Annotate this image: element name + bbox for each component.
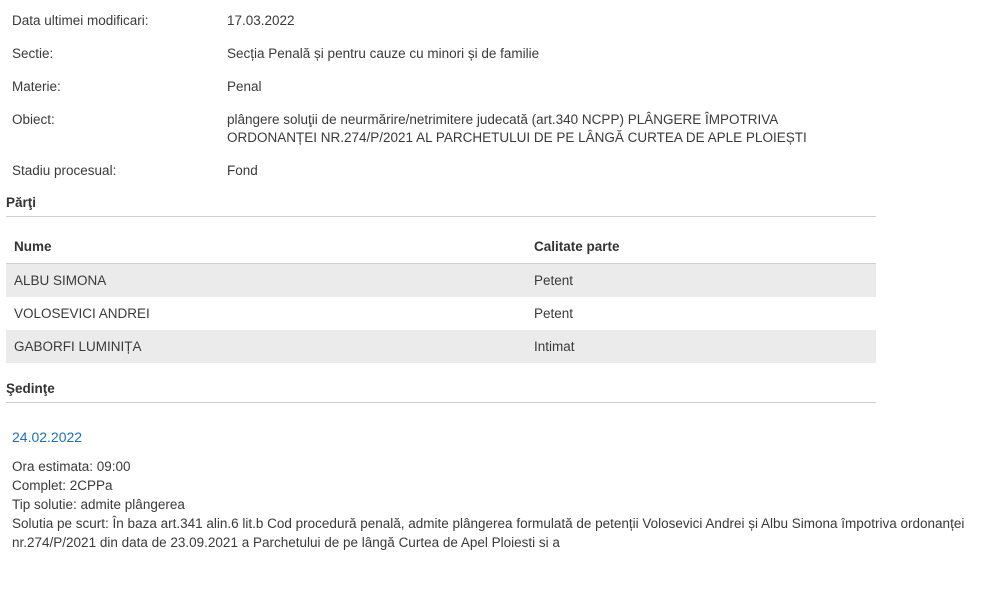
detail-label: Data ultimei modificari: — [12, 13, 149, 28]
parties-table-header — [6, 239, 876, 264]
detail-label: Obiect: — [12, 112, 55, 127]
detail-value: plângere soluţii de neurmărire/netrimitere judecată (art.340 NCPP) PLÂNGERE ÎMPOTRIVA ORDONANȚEI NR.274/P/2021 AL PARCHETULUI DE PE LÂNGĂ CURTEA DE APLE PLOIEȘTI — [227, 112, 807, 145]
column-header-quality: Calitate parte — [534, 239, 620, 254]
parties-table — [6, 239, 876, 363]
table-row — [6, 297, 876, 330]
detail-value: Fond — [227, 163, 258, 178]
parties-divider — [6, 216, 876, 217]
detail-row-stage — [0, 162, 1000, 180]
detail-row-matter — [0, 78, 1000, 96]
detail-label: Materie: — [12, 79, 61, 94]
party-name: VOLOSEVICI ANDREI — [14, 306, 150, 321]
party-quality: Intimat — [534, 339, 575, 354]
column-header-name: Nume — [14, 239, 52, 254]
detail-row-section — [0, 45, 1000, 63]
detail-value: 17.03.2022 — [227, 13, 295, 28]
detail-row-object — [0, 111, 1000, 147]
hearings-section — [0, 381, 1000, 552]
hearings-heading: Şedinţe — [6, 381, 55, 396]
hearing-details — [0, 457, 1000, 552]
party-name: GABORFI LUMINIȚA — [14, 339, 142, 354]
party-quality: Petent — [534, 273, 574, 288]
case-details-section — [0, 0, 1000, 180]
table-row — [6, 264, 876, 297]
hearing-date-link[interactable]: 24.02.2022 — [12, 429, 83, 445]
hearing-panel: Complet: 2CPPa — [12, 478, 113, 493]
detail-label: Stadiu procesual: — [12, 163, 117, 178]
parties-heading: Părţi — [6, 195, 37, 210]
party-name: ALBU SIMONA — [14, 273, 107, 288]
hearings-divider — [6, 402, 876, 403]
detail-value: Penal — [227, 79, 262, 94]
table-row — [6, 330, 876, 363]
hearing-solution-type: Tip solutie: admite plângerea — [12, 497, 185, 512]
detail-value: Secția Penală și pentru cauze cu minori și de familie — [227, 46, 540, 61]
party-quality: Petent — [534, 306, 574, 321]
detail-label: Sectie: — [12, 46, 54, 61]
hearing-estimated-time: Ora estimata: 09:00 — [12, 459, 131, 474]
hearing-solution-summary: Solutia pe scurt: În baza art.341 alin.6 lit.b Cod procedură penală, admite plângerea formulată de petenții Volosevici Andrei și Albu Simona împotriva ordonanței nr.274/P/2021 din data de 23.09.2021 a Parchetului de pe lângă Curtea de Apel Ploiesti si a — [12, 516, 965, 550]
detail-row-last-modified — [0, 12, 1000, 30]
